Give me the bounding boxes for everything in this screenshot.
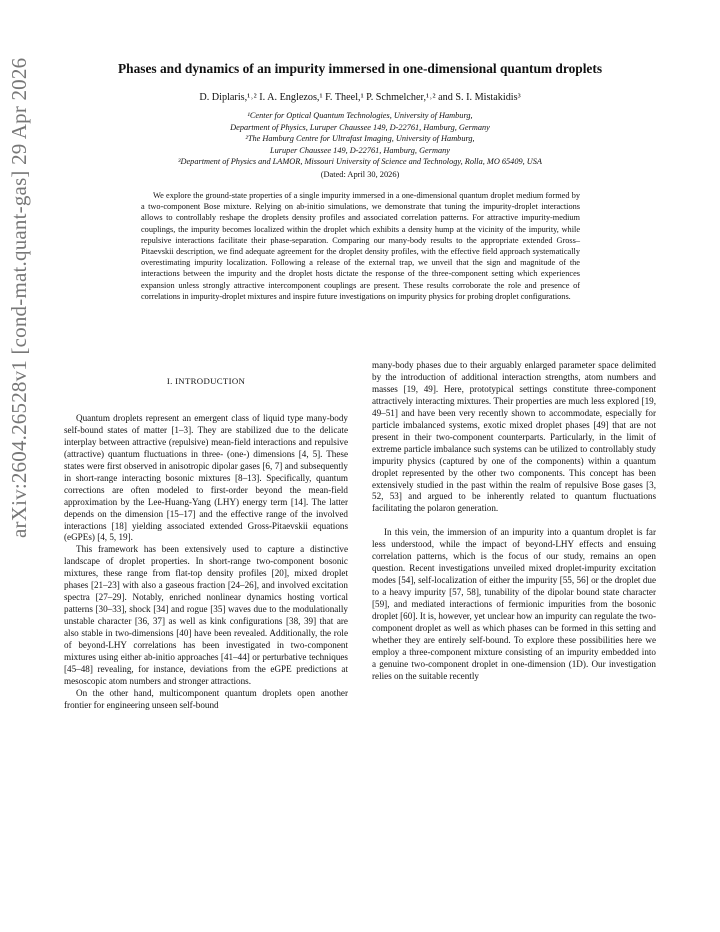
date-line: (Dated: April 30, 2026) — [320, 170, 400, 179]
body-paragraph: many-body phases due to their arguably enlarged parameter space delimited by the introduction of additional interaction strengths, atom numbers and masses [19, 49]. Here, prototypical settings constitute three-component attractively interacting mixtures. Their properties are much less explored [19, 49–51] and have been very recently shown to accommodate, especially for particle imbalanced systems, exotic mixed droplet phases [49] that are not present in their two-component counterparts. Particularly, in the limit of extreme particle imbalance such systems can be utilized to controllably study impurity physics (captured by one of the components) within a quantum droplet represented by the other two components. This concept has been extensively studied in the past within the realm of repulsive Bose gases [3, 52, 53] and argued to be inherently related to quantum fluctuations facilitating the polaron generation. — [372, 360, 656, 514]
body-paragraph: On the other hand, multicomponent quantum droplets open another frontier for engineering unseen self-bound — [64, 687, 348, 710]
left-column — [64, 376, 348, 712]
right-column — [372, 360, 656, 683]
body-paragraph: This framework has been extensively used to capture a distinctive landscape of droplet properties. In short-range two-component bosonic mixtures, these range from flat-top density profiles [20], mixed droplet phases [21–23] with also a gaseous fraction [24–26], and involved excitation spectra [27–29]. Notably, enriched nonlinear dynamics hosting vortical patterns [30–33], shock [34] and rogue [35] waves due to the modulationally unstable character [36, 37] as well as kink configurations [38, 39] that are also stable in two-dimensions [40] have been revealed. Additionally, the role of beyond-LHY correlations has been investigated in two-component mixtures using either ab-initio approaches [41–44] or perturbative techniques [45–48] revealing, for instance, deviations from the eGPE predictions at mesoscopic atom numbers and stronger attractions. — [64, 544, 348, 686]
author-list: D. Diplaris,¹˒² I. A. Englezos,¹ F. Theel,¹ P. Schmelcher,¹˒² and S. I. Mistakidis³ — [199, 92, 521, 103]
arxiv-identifier: arXiv:2604.26528v1 [cond-mat.quant-gas] 29 Apr 2026 — [7, 57, 31, 538]
affiliation-line: Luruper Chaussee 149, D-22761, Hamburg, Germany — [270, 145, 450, 155]
affiliation-line: ²The Hamburg Centre for Ultrafast Imaging, University of Hamburg, — [245, 134, 475, 144]
paper-title: Phases and dynamics of an impurity immersed in one-dimensional quantum droplets — [117, 61, 603, 76]
section-heading: I. INTRODUCTION — [166, 376, 246, 386]
affiliation-line: ³Department of Physics and LAMOR, Missouri University of Science and Technology, Rolla, MO 65409, USA — [178, 157, 542, 167]
affiliation-line: Department of Physics, Luruper Chaussee 149, D-22761, Hamburg, Germany — [230, 122, 490, 132]
affiliation-line: ¹Center for Optical Quantum Technologies, University of Hamburg, — [247, 111, 473, 120]
body-paragraph: Quantum droplets represent an emergent class of liquid type many-body self-bound states of matter [1–3]. They are stabilized due to the delicate interplay between attractive (repulsive) mean-field interactions and repulsive (attractive) quantum fluctuations in three- (one-) dimensions [4, 5]. These states were first observed in anisotropic dipolar gases [6, 7] and subsequently in short-range interacting bosonic mixtures [8–13]. Specifically, quantum corrections are often modeled to first-order beyond the mean-field approximation by the Lee-Huang-Yang (LHY) energy term [14]. The latter depends on the dimension [15–17] and the effective range of the involved interactions [18] yielding associated extended Gross-Pitaevskii equations (eGPEs) [4, 5, 19]. — [64, 412, 348, 543]
abstract: We explore the ground-state properties of a single impurity immersed in a one-dimensional quantum droplet medium formed by a two-component Bose mixture. Relying on ab-initio simulations, we demonstrate that tuning the impurity-droplet interactions allows to controllably reshape the droplets density profiles and associated correlation patterns. For attractive impurity-medium couplings, the impurity becomes localized within the droplet which exhibits a density hump at the vicinity of the impurity, while repulsive interactions facilitate their phase-separation. Comparing our many-body results to the appropriate extended Gross–Pitaevskii description, we find adequate agreement for the droplet density profiles, with the effective field approach systematically overestimating impurity localization. Following a release of the external trap, we unveil that the sign and magnitude of the interactions between the impurity and the droplet hosts dictate the response of the three-component setting which experiences expansion unless strongly attractive intercomponent couplings are present. These results corroborate the role and presence of correlations in impurity-droplet mixtures and inspire future investigations on impurity physics for probing droplet configurations. — [141, 191, 580, 301]
body-paragraph: In this vein, the immersion of an impurity into a quantum droplet is far less understood, while the impact of beyond-LHY effects and ensuing correlation patterns, which is the focus of our study, remains an open question. Recent investigations unveiled mixed droplet-impurity excitation modes [54], self-localization of either the impurity [55, 56] or the droplet due to a heavy impurity [57, 58], tunability of the dipolar bound state character [59], and mediated interactions of fermionic impurities from the bosonic droplet [60]. It is, however, yet unclear how an impurity can regulate the two-component droplet as well as which phases can be formed in this setting and whether they are entirely self-bound. To explore these possibilities here we employ a three-component mixture consisting of an impurity embedded into a genuine two-component droplet in one-dimension (1D). Our investigation relies on the suitable recently — [372, 527, 656, 681]
